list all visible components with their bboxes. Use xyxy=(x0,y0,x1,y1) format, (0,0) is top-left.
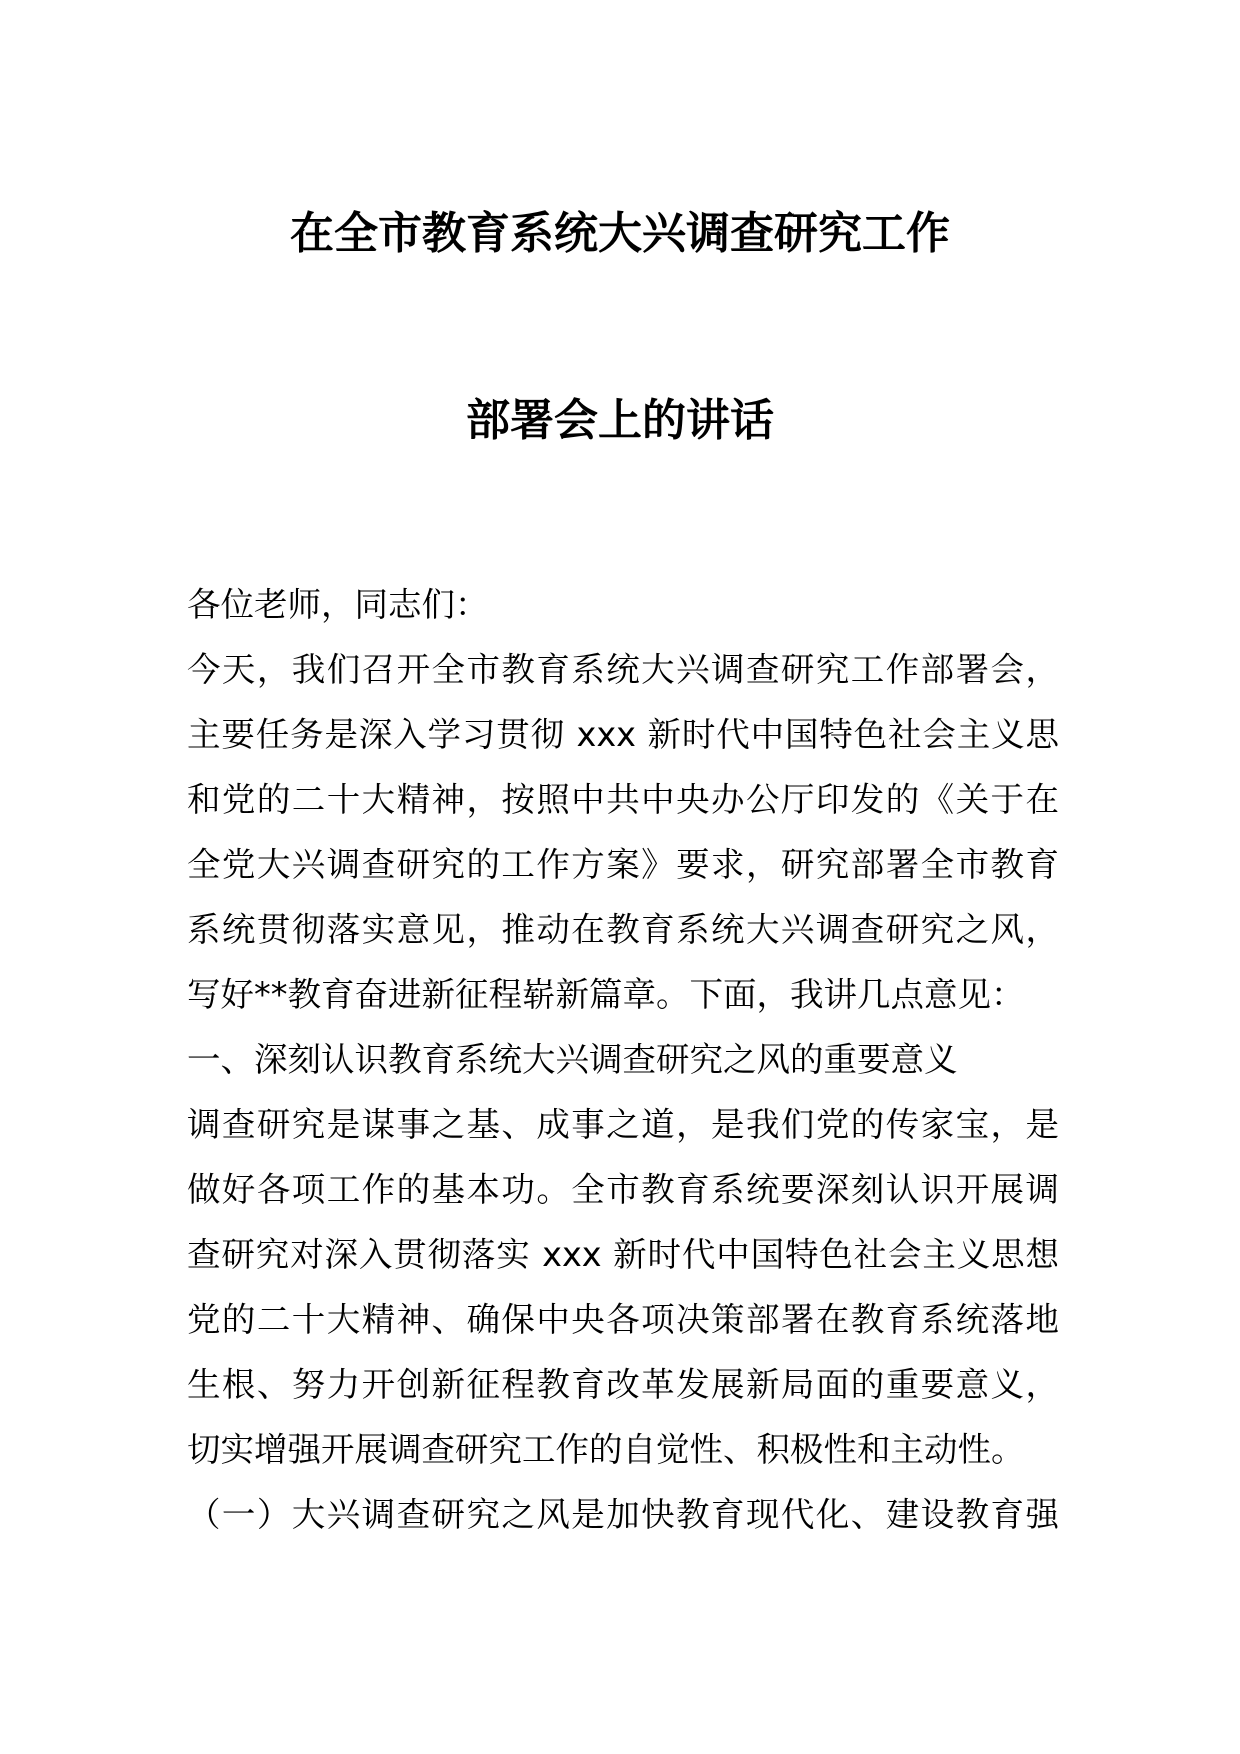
body-line: 写好**教育奋进新征程崭新篇章。下面，我讲几点意见： xyxy=(187,975,1025,1014)
body-line: 党的二十大精神、确保中央各项决策部署在教育系统落地 xyxy=(187,1300,1059,1339)
salutation-line: 各位老师，同志们： xyxy=(187,585,489,624)
body-line: 生根、努力开创新征程教育改革发展新局面的重要意义， xyxy=(187,1365,1059,1404)
document-title-line-1: 在全市教育系统大兴调查研究工作 xyxy=(290,208,950,259)
section-heading-line: 一、深刻认识教育系统大兴调查研究之风的重要意义 xyxy=(187,1040,958,1079)
body-line: 切实增强开展调查研究工作的自觉性、积极性和主动性。 xyxy=(187,1430,1025,1469)
document-body xyxy=(187,572,1059,1547)
body-line: 做好各项工作的基本功。全市教育系统要深刻认识开展调 xyxy=(187,1170,1059,1209)
body-line: 今天，我们召开全市教育系统大兴调查研究工作部署会， xyxy=(187,650,1059,689)
body-line: 主要任务是深入学习贯彻 xxx 新时代中国特色社会主义思 xyxy=(187,715,1059,754)
document-title-line-2: 部署会上的讲话 xyxy=(466,395,774,446)
body-line: 和党的二十大精神，按照中共中央办公厅印发的《关于在 xyxy=(187,780,1059,819)
subsection-heading-line: （一）大兴调查研究之风是加快教育现代化、建设教育强 xyxy=(187,1495,1059,1534)
body-line: 全党大兴调查研究的工作方案》要求，研究部署全市教育 xyxy=(187,845,1059,884)
body-line: 查研究对深入贯彻落实 xxx 新时代中国特色社会主义思想 xyxy=(187,1235,1059,1274)
body-line: 调查研究是谋事之基、成事之道，是我们党的传家宝，是 xyxy=(187,1105,1059,1144)
body-line: 系统贯彻落实意见，推动在教育系统大兴调查研究之风， xyxy=(187,910,1059,949)
